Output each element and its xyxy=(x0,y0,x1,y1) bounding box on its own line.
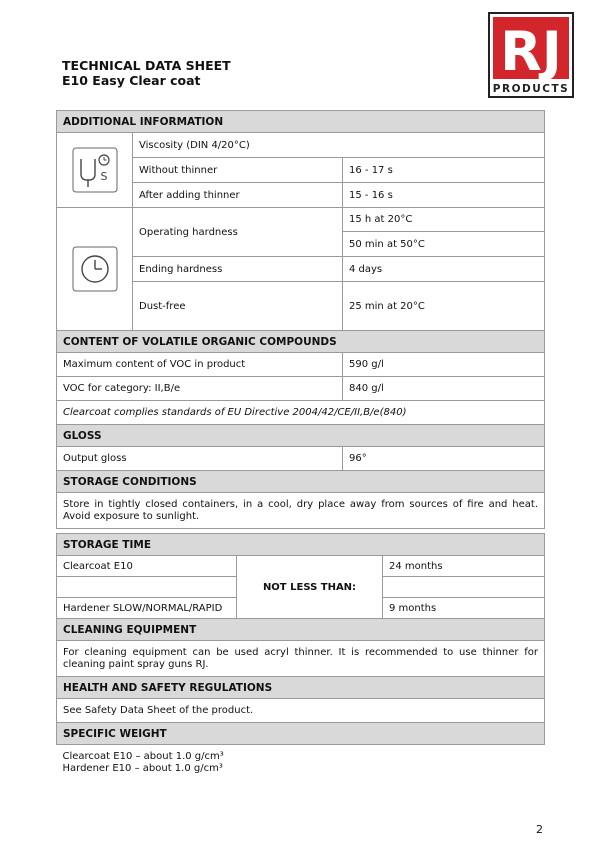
viscosity-icon-cell xyxy=(57,133,133,208)
rj-products-logo xyxy=(488,12,574,98)
section-heading-health: HEALTH AND SAFETY REGULATIONS xyxy=(57,677,545,699)
dust-free-value: 25 min at 20°C xyxy=(343,282,545,331)
document-title xyxy=(62,58,231,88)
storage-conditions-text: Store in tightly closed containers, in a cool, dry place away from sources of fire and heat. Avoid exposure to sunlight. xyxy=(57,493,545,529)
dust-free-label: Dust-free xyxy=(133,282,343,331)
ending-hardness-label: Ending hardness xyxy=(133,257,343,282)
title-line-2: E10 Easy Clear coat xyxy=(62,73,201,88)
operating-hardness-label: Operating hardness xyxy=(133,208,343,257)
voc-max-value: 590 g/l xyxy=(343,353,545,377)
storage-empty-cell-left xyxy=(57,577,237,598)
weight-line-hardener: Hardener E10 – about 1.0 g/cm³ xyxy=(62,763,223,774)
without-thinner-value: 16 - 17 s xyxy=(343,158,545,183)
hardener-storage-label: Hardener SLOW/NORMAL/RAPID xyxy=(57,598,237,619)
after-thinner-label: After adding thinner xyxy=(133,183,343,208)
title-line-1: TECHNICAL DATA SHEET xyxy=(62,58,231,73)
section-heading-storage-time: STORAGE TIME xyxy=(57,534,545,556)
clearcoat-storage-label: Clearcoat E10 xyxy=(57,556,237,577)
storage-time-table xyxy=(56,533,545,775)
voc-note: Clearcoat complies standards of EU Directive 2004/42/CE/II,B/e(840) xyxy=(57,401,545,425)
section-heading-storage-conditions: STORAGE CONDITIONS xyxy=(57,471,545,493)
viscosity-cup-icon xyxy=(57,147,132,193)
voc-max-label: Maximum content of VOC in product xyxy=(57,353,343,377)
hardener-storage-value: 9 months xyxy=(383,598,545,619)
clearcoat-storage-value: 24 months xyxy=(383,556,545,577)
weight-line-clearcoat: Clearcoat E10 – about 1.0 g/cm³ xyxy=(62,751,224,762)
svg-text:S: S xyxy=(100,170,107,183)
health-text: See Safety Data Sheet of the product. xyxy=(57,699,545,723)
page-number: 2 xyxy=(536,823,543,836)
clock-icon xyxy=(57,246,132,292)
not-less-than-label: NOT LESS THAN: xyxy=(237,556,383,619)
cleaning-text: For cleaning equipment can be used acryl thinner. It is recommended to use thinner for cleaning paint spray guns RJ. xyxy=(57,641,545,677)
operating-hardness-value-1: 15 h at 20°C xyxy=(343,208,545,232)
section-heading-weight: SPECIFIC WEIGHT xyxy=(57,723,545,745)
voc-category-label: VOC for category: II,B/e xyxy=(57,377,343,401)
section-heading-cleaning: CLEANING EQUIPMENT xyxy=(57,619,545,641)
after-thinner-value: 15 - 16 s xyxy=(343,183,545,208)
voc-category-value: 840 g/l xyxy=(343,377,545,401)
section-heading-gloss: GLOSS xyxy=(57,425,545,447)
section-heading-additional: ADDITIONAL INFORMATION xyxy=(57,111,545,133)
ending-hardness-value: 4 days xyxy=(343,257,545,282)
operating-hardness-value-2: 50 min at 50°C xyxy=(343,232,545,257)
clock-icon-cell xyxy=(57,208,133,331)
viscosity-label: Viscosity (DIN 4/20°C) xyxy=(133,133,545,158)
gloss-label: Output gloss xyxy=(57,447,343,471)
section-heading-voc: CONTENT OF VOLATILE ORGANIC COMPOUNDS xyxy=(57,331,545,353)
logo-text-rj: RJ xyxy=(500,20,562,83)
logo-text-products: PRODUCTS xyxy=(492,83,570,95)
storage-empty-cell-right xyxy=(383,577,545,598)
technical-data-table xyxy=(56,110,545,529)
gloss-value: 96° xyxy=(343,447,545,471)
specific-weight-text xyxy=(57,745,545,776)
without-thinner-label: Without thinner xyxy=(133,158,343,183)
